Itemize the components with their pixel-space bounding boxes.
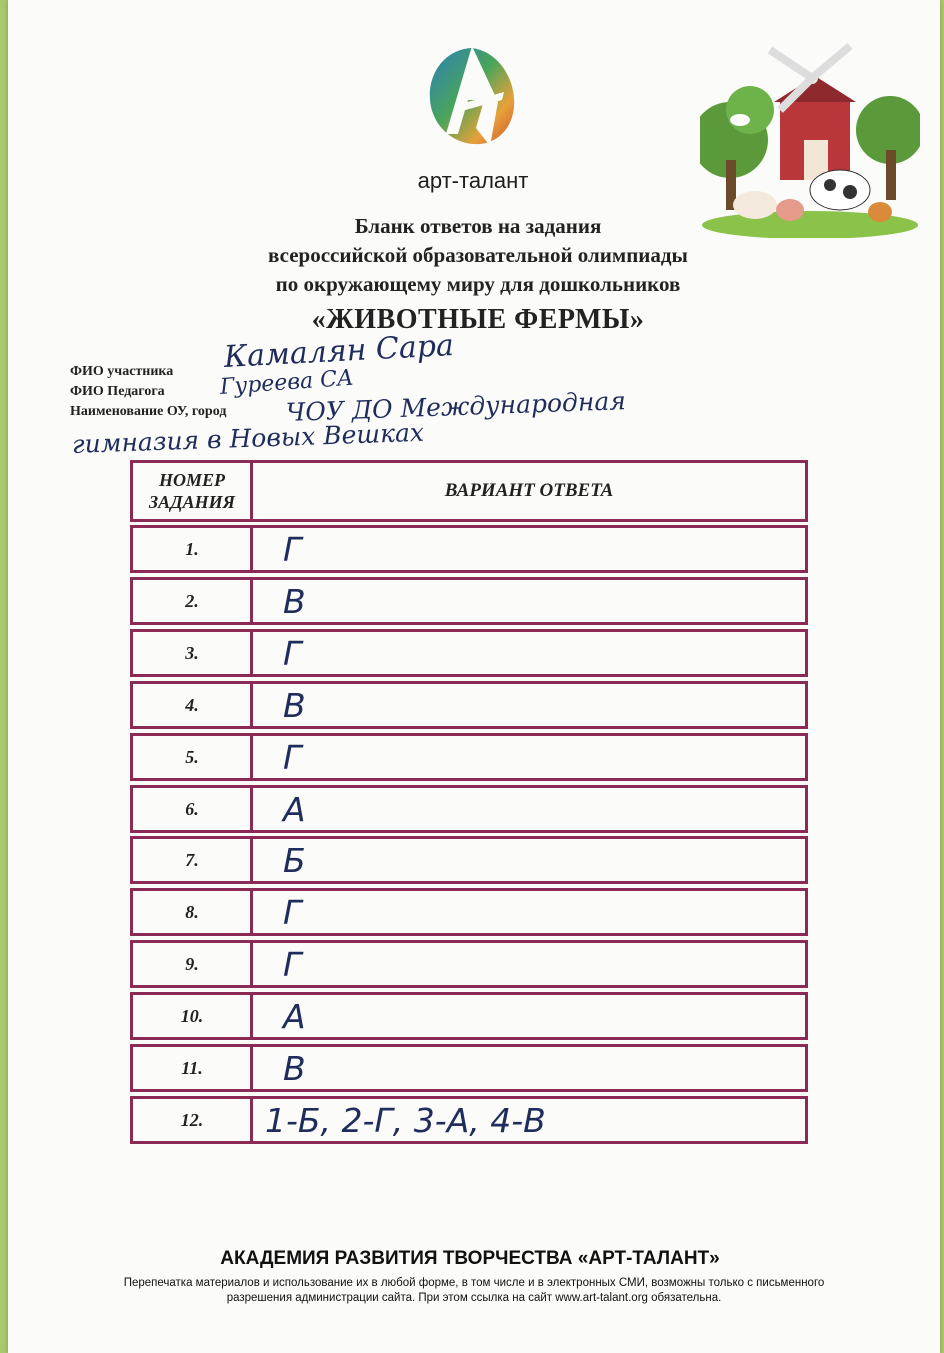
task-number: 8. (130, 888, 254, 936)
column-header-number: НОМЕР ЗАДАНИЯ (130, 460, 254, 522)
title-line-3: по окружающему миру для дошкольников (275, 272, 681, 296)
school-label: Наименование ОУ, город (70, 404, 227, 419)
answer-cell: А (250, 992, 808, 1040)
answer-cell: Г (250, 629, 808, 677)
school-value-line-1: ЧОУ ДО Международная (285, 386, 627, 427)
task-number: 6. (130, 785, 254, 833)
task-number: 11. (130, 1044, 254, 1092)
form-title (168, 212, 788, 338)
task-number: 9. (130, 940, 254, 988)
answer-cell: 1-Б, 2-Г, 3-А, 4-В (250, 1096, 808, 1144)
task-number: 1. (130, 525, 254, 573)
teacher-value: Гуреева СА (219, 365, 355, 400)
participant-value: Камалян Сара (223, 327, 455, 375)
answer-cell: Б (250, 836, 808, 884)
task-number: 7. (130, 836, 254, 884)
title-line-1: Бланк ответов на задания (354, 214, 602, 238)
farm-animals-illustration (700, 40, 920, 238)
task-number: 5. (130, 733, 254, 781)
answers-table (130, 460, 814, 1156)
answer-cell: А (250, 785, 808, 833)
answer-cell: В (250, 577, 808, 625)
brand-name: арт-талант (417, 168, 529, 193)
answer-sheet (8, 0, 940, 1353)
task-number: 12. (130, 1096, 254, 1144)
column-header-answer: ВАРИАНТ ОТВЕТА (250, 460, 808, 522)
participant-label: ФИО участника (70, 364, 174, 379)
task-number: 4. (130, 681, 254, 729)
academy-name: АКАДЕМИЯ РАЗВИТИЯ ТВОРЧЕСТВА «АРТ-ТАЛАНТ» (220, 1248, 720, 1269)
answer-cell: Г (250, 525, 808, 573)
task-number: 3. (130, 629, 254, 677)
school-value-line-2: гимназия в Новых Вешках (71, 417, 425, 459)
title-line-4: «ЖИВОТНЫЕ ФЕРМЫ» (311, 304, 645, 335)
answer-cell: В (250, 1044, 808, 1092)
copyright-notice: Перепечатка материалов и использование их в любой форме, в том числе и в электронных СМИ, возможны только с письменного разрешения администрации сайта. При этом ссылка на сайт www.art-talant.org обязательна. (123, 1277, 825, 1304)
answer-cell: В (250, 681, 808, 729)
title-line-2: всероссийской образовательной олимпиады (268, 243, 688, 267)
task-number: 2. (130, 577, 254, 625)
art-talant-logo-icon (424, 42, 518, 152)
answer-cell: Г (250, 888, 808, 936)
answer-cell: Г (250, 940, 808, 988)
teacher-label: ФИО Педагога (70, 384, 165, 399)
answer-cell: Г (250, 733, 808, 781)
task-number: 10. (130, 992, 254, 1040)
